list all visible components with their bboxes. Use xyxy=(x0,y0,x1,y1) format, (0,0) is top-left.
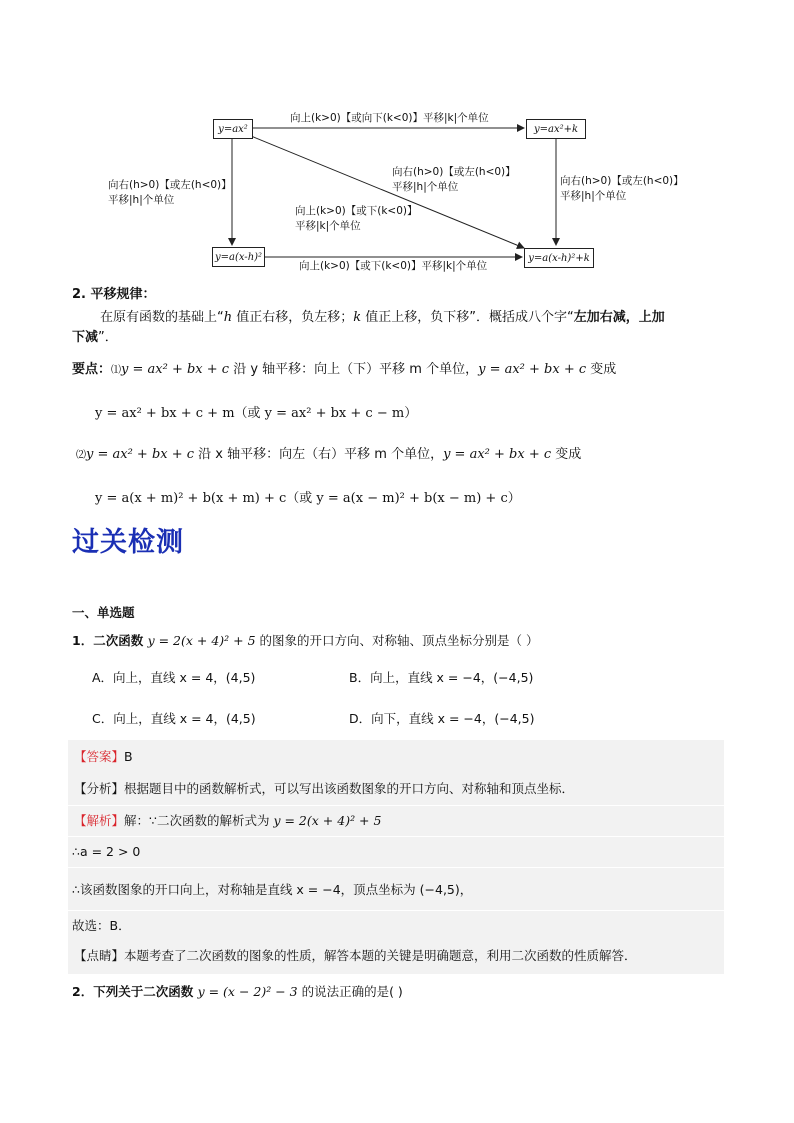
q1-stem xyxy=(72,631,539,651)
answer-panel xyxy=(68,740,724,974)
rule-text-end: ”． xyxy=(98,330,118,345)
keypoint-2-number: ⑵ xyxy=(76,450,86,461)
keypoint-2-text: 沿 x 轴平移：向左（右）平移 m 个单位， xyxy=(194,447,444,462)
q2-stem-post: 的说法正确的是( ) xyxy=(297,984,403,999)
label-left-arrow-line2: 平移|h|个单位 xyxy=(108,194,175,206)
label-diagonal-b-line1: 向上(k>0)【或下(k<0)】 xyxy=(295,205,418,217)
diagram-arrows xyxy=(0,0,794,290)
solution-line xyxy=(74,811,381,831)
q1-stem-post: 的图象的开口方向、对称轴、顶点坐标分别是（ ） xyxy=(255,633,539,648)
q2-stem-pre: 2．下列关于二次函数 xyxy=(72,984,198,999)
keypoint-2 xyxy=(76,445,581,466)
keypoint-1-expr2: y = ax² + bx + c xyxy=(478,362,587,377)
q2-stem xyxy=(72,982,403,1002)
q1-option-d[interactable]: D．向下，直线 x = −4，(−4,5) xyxy=(349,711,535,726)
section-title: 过关检测 xyxy=(72,527,184,558)
rule-paragraph-line2 xyxy=(72,328,118,348)
part-heading: 一、单选题 xyxy=(72,605,135,620)
rule-text-mid2: 值正上移，负下移”．概括成八个字“ xyxy=(361,310,574,325)
q1-stem-expr: y = 2(x + 4)² + 5 xyxy=(147,633,256,648)
solution-expr: y = 2(x + 4)² + 5 xyxy=(273,813,382,828)
q1-option-c[interactable]: C．向上，直线 x = 4，(4,5) xyxy=(92,711,256,726)
label-right-arrow-line2: 平移|h|个单位 xyxy=(560,190,627,202)
solution-tag: 【解析】 xyxy=(74,813,125,828)
keypoint-1-number: ⑴ xyxy=(111,365,122,376)
q1-option-b[interactable]: B．向上，直线 x = −4，(−4,5) xyxy=(349,670,534,685)
keypoints-label: 要点： xyxy=(72,362,112,377)
analysis-tag: 【分析】 xyxy=(74,781,125,796)
rule-paragraph xyxy=(72,308,732,328)
label-diagonal-a-line2: 平移|h|个单位 xyxy=(392,181,459,193)
rule-text-pre: 在原有函数的基础上“ xyxy=(100,310,224,325)
solution-pre: 解：∵二次函数的解析式为 xyxy=(124,813,274,828)
keypoint-1 xyxy=(72,360,616,381)
label-bottom-arrow: 向上(k>0)【或下(k<0)】平移|k|个单位 xyxy=(299,260,488,272)
answer-tag: 【答案】 xyxy=(74,749,125,764)
label-diagonal-a-line1: 向右(h>0)【或左(h<0)】 xyxy=(392,166,516,178)
analysis-line xyxy=(74,779,574,799)
box-base-parabola: y=ax² xyxy=(213,119,253,139)
keypoint-1-end: 变成 xyxy=(586,362,617,377)
comment-line xyxy=(74,946,637,966)
keypoint-1-text: 沿 y 轴平移：向上（下）平移 m 个单位， xyxy=(229,362,479,377)
rule-highlight2: 下减 xyxy=(72,330,99,345)
keypoint-2-expr: y = ax² + bx + c xyxy=(86,447,195,462)
q1-stem-pre: 1．二次函数 xyxy=(72,633,148,648)
answer-value: B xyxy=(124,749,133,764)
comment-tag: 【点睛】 xyxy=(74,948,125,963)
keypoint-1-expr: y = ax² + bx + c xyxy=(121,362,230,377)
rule-text-mid1: 值正右移，负左移； xyxy=(232,310,354,325)
keypoint-2-result: y = a(x + m)² + b(x + m) + c（或 y = a(x − m)² + b(x − m) + c） xyxy=(95,491,521,506)
box-vertical-shift: y=ax²+k xyxy=(526,119,586,139)
label-top-arrow: 向上(k>0)【或向下(k<0)】平移|k|个单位 xyxy=(290,112,489,124)
solution-step-2: ∴a = 2 > 0 xyxy=(72,844,141,859)
keypoint-2-expr2: y = ax² + bx + c xyxy=(443,447,552,462)
q2-stem-expr: y = (x − 2)² − 3 xyxy=(197,984,298,999)
answer-line xyxy=(74,747,133,767)
label-diagonal-b-line2: 平移|k|个单位 xyxy=(295,220,361,232)
rule-k-var: k xyxy=(353,310,362,325)
comment-text: 本题考查了二次函数的图象的性质，解答本题的关键是明确题意，利用二次函数的性质解答． xyxy=(124,948,637,963)
rule-heading: 2. 平移规律： xyxy=(72,287,156,302)
label-left-arrow-line1: 向右(h>0)【或左(h<0)】 xyxy=(108,179,232,191)
box-vertex-form: y=a(x-h)²+k xyxy=(524,248,594,268)
keypoint-2-end: 变成 xyxy=(551,447,582,462)
label-right-arrow-line1: 向右(h>0)【或左(h<0)】 xyxy=(560,175,684,187)
keypoint-1-result: y = ax² + bx + c + m（或 y = ax² + bx + c − m） xyxy=(95,406,418,421)
q1-option-a[interactable]: A．向上，直线 x = 4，(4,5) xyxy=(92,670,256,685)
solution-step-4: 故选：B． xyxy=(72,918,131,933)
rule-h-var: h xyxy=(223,310,233,325)
solution-step-3: ∴该函数图象的开口向上，对称轴是直线 x = −4，顶点坐标为 (−4,5)， xyxy=(72,882,473,897)
analysis-text: 根据题目中的函数解析式，可以写出该函数图象的开口方向、对称轴和顶点坐标． xyxy=(124,781,575,796)
rule-highlight: 左加右减，上加 xyxy=(573,310,665,325)
box-horizontal-shift: y=a(x-h)² xyxy=(212,247,265,267)
